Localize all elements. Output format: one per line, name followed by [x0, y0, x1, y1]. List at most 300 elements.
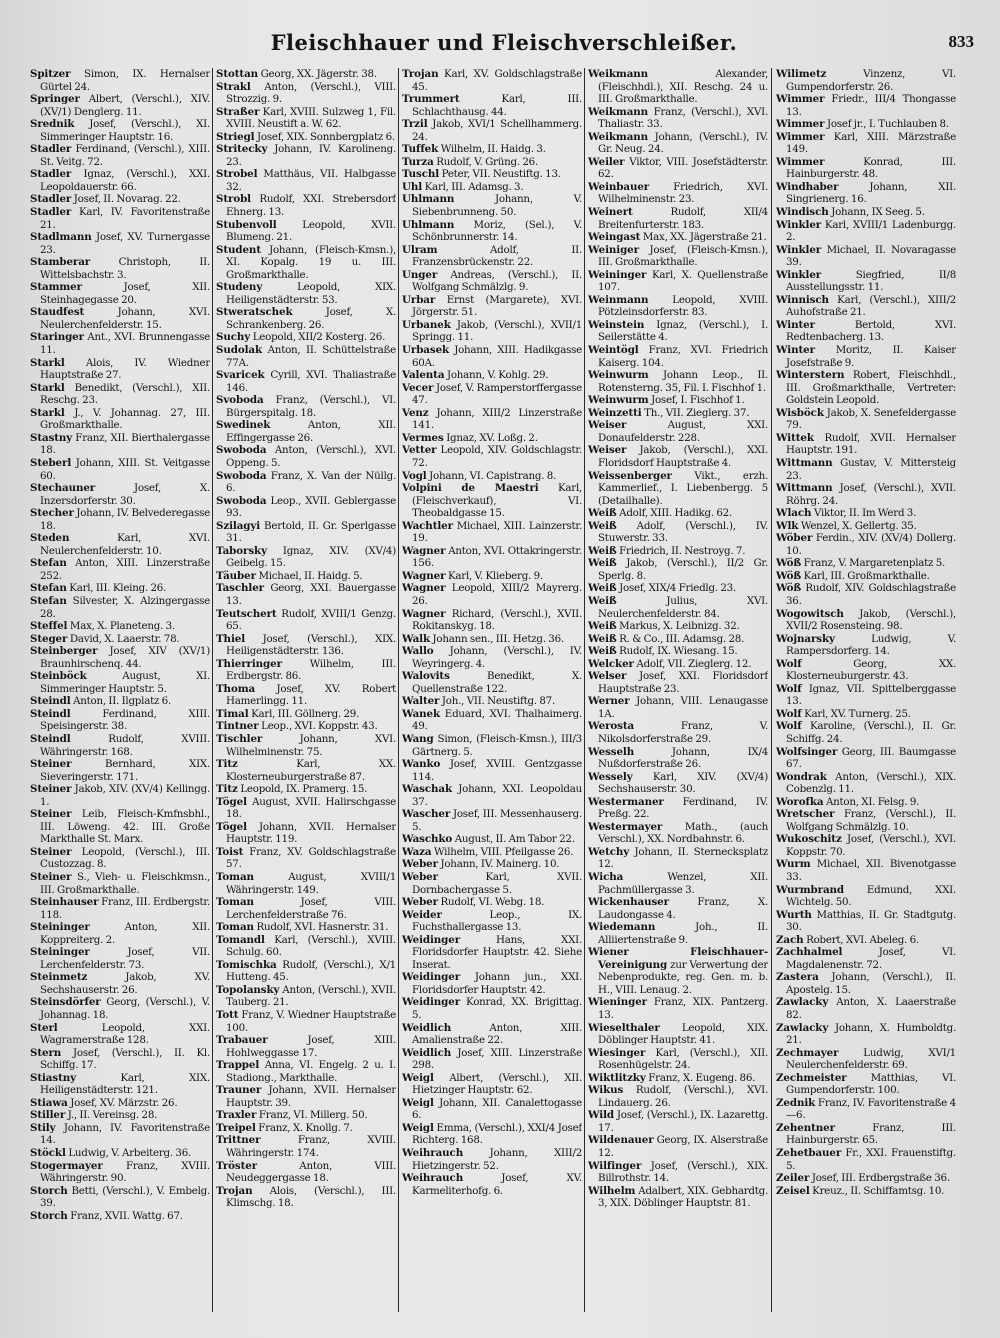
entry-surname: Suchy: [216, 331, 251, 344]
directory-entry: [216, 369, 396, 394]
entry-details: August, XVIII/1 Währingerstr. 149.: [226, 871, 396, 896]
entry-surname: Wurm: [776, 858, 811, 871]
entry-details: Anton, (Verschl.), XVII. Tauberg. 21.: [226, 983, 396, 1009]
entry-surname: Steindl: [30, 695, 71, 708]
entry-details: Anna, VI. Engelg. 2 u. I. Stadiong., Markthalle.: [226, 1059, 396, 1084]
entry-surname: Weinstein: [588, 318, 645, 331]
directory-entry: [30, 118, 210, 143]
entry-details: Rudolf, IX. Wiesang. 15.: [619, 645, 738, 658]
directory-entry: [588, 645, 768, 658]
entry-surname: Welser: [588, 670, 627, 683]
entry-surname: Weiß: [588, 519, 617, 532]
directory-entry: [776, 858, 956, 883]
entry-surname: Stefan: [30, 594, 67, 607]
entry-surname: Zednik: [776, 1096, 816, 1109]
entry-surname: Weihrauch: [402, 1147, 464, 1160]
directory-entry: [30, 645, 210, 670]
entry-details: Johann, VI. Capistrang. 8.: [429, 469, 557, 482]
directory-entry: [216, 846, 396, 871]
entry-details: Johann, V. Siebenbrunneng. 50.: [412, 193, 582, 219]
directory-columns: [30, 68, 982, 1330]
entry-surname: Toman: [216, 896, 254, 909]
entry-surname: Wieninger: [588, 996, 648, 1009]
entry-details: Anton, II. Ilgplatz 6.: [73, 695, 171, 708]
directory-entry: [216, 896, 396, 921]
entry-details: Anton, XII. Koppreiterg. 2.: [40, 921, 210, 946]
entry-details: Josef, (Verschl.), XIX. Heiligenstädterstr. 136.: [226, 632, 396, 658]
entry-details: Eduard, XVI. Thalhaimerg. 49.: [412, 707, 582, 733]
directory-entry: [402, 1097, 582, 1122]
directory-entry: [776, 369, 956, 407]
entry-surname: Treipel: [216, 1121, 256, 1134]
entry-surname: Walk: [402, 632, 430, 645]
entry-surname: Weintögl: [588, 344, 639, 357]
entry-details: Joh., VII. Neustiftg. 87.: [441, 695, 555, 708]
directory-entry: [776, 319, 956, 344]
directory-entry: [30, 670, 210, 695]
entry-details: Franz, X. Eugeng. 86.: [648, 1071, 756, 1084]
entry-details: Leopold, XII/2 Kosterg. 26.: [252, 331, 386, 344]
entry-surname: Straßer: [216, 105, 260, 118]
entry-surname: Urbar: [402, 293, 436, 306]
entry-surname: Winter: [776, 318, 815, 331]
directory-entry: [588, 946, 768, 996]
entry-surname: Wöß: [776, 557, 802, 570]
directory-entry: [588, 156, 768, 181]
entry-details: Franz, XIX. Pantzerg. 13.: [598, 996, 768, 1022]
directory-entry: [216, 131, 396, 144]
entry-surname: Weiß: [588, 594, 617, 607]
directory-entry: [216, 720, 396, 733]
entry-details: Franz, XII. Bierthalergasse 18.: [40, 431, 210, 457]
directory-entry: [30, 996, 210, 1021]
entry-surname: Weiß: [588, 544, 617, 557]
directory-entry: [402, 896, 582, 909]
entry-details: Simon, (Fleisch-Kmsn.), III/3 Gärtnerg. 5.: [412, 732, 582, 758]
directory-entry: [216, 1059, 396, 1084]
directory-entry: [30, 1185, 210, 1210]
directory-entry: [402, 93, 582, 118]
entry-details: Johann, IV. Karolineng. 23.: [226, 143, 396, 168]
entry-details: Johann jun., XXI. Floridsdorfer Hauptstr. 42.: [412, 971, 582, 996]
entry-details: Viktor, VIII. Josefstädterstr. 62.: [598, 155, 768, 181]
entry-details: Anton, II. Schüttelstraße 77A.: [226, 344, 396, 369]
entry-details: Karl, III. Kleing. 26.: [69, 582, 167, 595]
directory-entry: [588, 1084, 768, 1109]
entry-surname: Timal: [216, 707, 249, 720]
entry-surname: Stiastny: [30, 1071, 76, 1084]
entry-surname: Walter: [402, 695, 440, 708]
entry-surname: Winkler: [776, 268, 822, 281]
entry-details: Jakob, (Verschl.), II/2 Gr. Sperlg. 8.: [598, 557, 768, 582]
entry-details: Josef, XV. Turnergasse 23.: [40, 231, 210, 256]
entry-details: Rudolf, XVIII. Währingerstr. 168.: [40, 732, 210, 758]
entry-surname: Wiesinger: [588, 1046, 646, 1059]
entry-surname: Zach: [776, 933, 804, 946]
entry-details: Josef, I. Fischhof 1.: [651, 394, 745, 407]
entry-surname: Trauner: [216, 1084, 262, 1097]
entry-details: Josef, VI. Magdalenenstr. 72.: [786, 946, 956, 971]
directory-entry: [216, 1109, 396, 1122]
entry-surname: Weiler: [588, 155, 625, 168]
entry-details: Ludwig, XVI/1 Neulerchenfelderstr. 69.: [786, 1046, 956, 1072]
directory-entry: [402, 444, 582, 469]
entry-surname: Valenta: [402, 369, 445, 382]
entry-surname: Wisböck: [776, 406, 824, 419]
entry-details: Cyrill, XVI. Thaliastraße 146.: [226, 369, 396, 394]
entry-details: Josef, (Verschl.), II. Kl. Schiffg. 17.: [40, 1046, 210, 1072]
directory-entry: [30, 256, 210, 281]
directory-entry: [216, 796, 396, 821]
entry-details: Karl, III. Adamsg. 3.: [424, 180, 524, 193]
directory-entry: [776, 746, 956, 771]
directory-entry: [402, 520, 582, 545]
entry-surname: Steindl: [30, 707, 71, 720]
entry-details: Anton, VIII. Neudeggergasse 18.: [226, 1159, 396, 1185]
entry-surname: Svoboda: [216, 394, 264, 407]
entry-surname: Steinböck: [30, 670, 87, 683]
entry-surname: Titz: [216, 758, 238, 771]
directory-entry: [30, 871, 210, 896]
entry-surname: Sterl: [30, 1021, 58, 1034]
entry-details: Joh., II. Alliiertenstraße 9.: [598, 921, 768, 946]
entry-details: Th., VII. Zieglerg. 37.: [644, 406, 750, 419]
entry-surname: Tomandl: [216, 933, 265, 946]
directory-entry: [776, 507, 956, 520]
directory-entry: [30, 68, 210, 93]
directory-column: [776, 68, 956, 1330]
directory-entry: [30, 193, 210, 206]
entry-surname: Tröster: [216, 1159, 258, 1172]
entry-details: Johann, IV. Mainerg. 10.: [440, 858, 560, 871]
entry-details: Franz, XVIII. Währingerstr. 174.: [226, 1134, 396, 1160]
entry-surname: Trojan: [402, 68, 439, 80]
entry-details: Josef, XIV (XV/1) Braunhirschenq. 44.: [40, 645, 210, 670]
entry-surname: Wild: [588, 1109, 615, 1122]
entry-details: Siegfried, II/8 Ausstellungsstr. 11.: [786, 268, 956, 294]
entry-details: Friedrich, XVI. Wilhelminenstr. 23.: [598, 180, 768, 206]
entry-details: Anton, (Verschl.), VIII. Strozzig. 9.: [226, 80, 396, 106]
directory-entry: [776, 219, 956, 244]
entry-surname: Stammer: [30, 281, 82, 294]
directory-entry: [402, 608, 582, 633]
entry-details: Johann, (Verschl.), IV. Weyringerg. 4.: [412, 645, 582, 670]
directory-entry: [776, 93, 956, 118]
entry-details: Johann, (Verschl.), IV. Gr. Neug. 24.: [598, 130, 768, 156]
entry-details: Ferdinand, XIII. Speisingerstr. 38.: [40, 707, 210, 733]
entry-surname: Weber: [402, 896, 438, 909]
entry-details: Johann, XIII. St. Veitgasse 60.: [40, 456, 210, 482]
directory-entry: [30, 1072, 210, 1097]
directory-entry: [216, 1185, 396, 1210]
entry-details: Johann, XIII/2 Linzerstraße 141.: [412, 406, 582, 432]
directory-entry: [216, 1160, 396, 1185]
directory-entry: [30, 846, 210, 871]
entry-surname: Venz: [402, 406, 429, 419]
directory-entry: [776, 658, 956, 683]
entry-details: Johann, XIII/2 Hietzingerstr. 52.: [412, 1147, 582, 1172]
entry-details: Leib, Fleisch-Kmfnsbhl., III. Löweng. 42. III. Große Markthalle St. Marx.: [40, 808, 210, 846]
entry-surname: Vogl: [402, 469, 427, 482]
directory-entry: [402, 181, 582, 194]
entry-surname: Winkler: [776, 243, 822, 256]
entry-details: R. & Co., III. Adamsg. 28.: [619, 632, 745, 645]
entry-surname: Stefan: [30, 557, 67, 570]
directory-entry: [216, 81, 396, 106]
directory-entry: [588, 419, 768, 444]
directory-entry: [30, 695, 210, 708]
entry-details: Konrad, XX. Brigittag. 5.: [412, 996, 582, 1022]
directory-entry: [216, 68, 396, 81]
directory-entry: [588, 545, 768, 558]
directory-entry: [588, 1109, 768, 1134]
directory-entry: [30, 595, 210, 620]
directory-entry: [216, 244, 396, 282]
entry-surname: Tuschl: [402, 168, 440, 181]
entry-details: Peter, VII. Neustiftg. 13.: [441, 168, 561, 181]
entry-surname: Srednik: [30, 118, 75, 131]
entry-surname: Stiawa: [30, 1096, 68, 1109]
directory-entry: [776, 1122, 956, 1147]
entry-surname: Trzil: [402, 118, 428, 131]
entry-surname: Weikmann: [588, 68, 649, 80]
directory-entry: [402, 369, 582, 382]
entry-surname: Zechmeister: [776, 1071, 847, 1084]
directory-entry: [30, 331, 210, 356]
entry-surname: Swoboda: [216, 494, 267, 507]
entry-details: Georg, III. Baumgasse 67.: [786, 745, 956, 771]
entry-surname: Strakl: [216, 80, 251, 93]
entry-surname: Tomischka: [216, 958, 277, 971]
entry-surname: Storch: [30, 1184, 68, 1197]
entry-surname: Weiß: [588, 632, 617, 645]
directory-entry: [588, 846, 768, 871]
entry-surname: Stechauner: [30, 482, 96, 495]
directory-entry: [216, 545, 396, 570]
directory-entry: [216, 306, 396, 331]
directory-entry: [588, 633, 768, 646]
entry-surname: Steiner: [30, 808, 72, 821]
entry-surname: Weber: [402, 871, 438, 883]
entry-surname: Waschko: [402, 833, 453, 846]
entry-surname: Weinzetti: [588, 406, 642, 419]
directory-entry: [216, 921, 396, 934]
entry-surname: Steden: [30, 532, 70, 545]
entry-details: Karl, XV. Turnerg. 25.: [804, 707, 911, 720]
directory-entry: [402, 570, 582, 583]
directory-entry: [402, 470, 582, 483]
entry-details: Josef, XV. Märzstr. 26.: [70, 1096, 178, 1109]
entry-surname: Wurmbrand: [776, 883, 845, 896]
entry-details: Ludwig, V. Rampersdorferg. 14.: [786, 632, 956, 658]
directory-entry: [30, 306, 210, 331]
directory-entry: [402, 143, 582, 156]
directory-entry: [776, 457, 956, 482]
entry-details: Jakob, X. Senefeldergasse 79.: [786, 406, 956, 432]
directory-entry: [588, 470, 768, 508]
directory-entry: [776, 1147, 956, 1172]
entry-details: Rudolf, (Verschl.), X/1 Hutteng. 45.: [226, 958, 396, 984]
entry-details: Johann, XII. Canalettogasse 6.: [412, 1096, 582, 1122]
directory-entry: [216, 520, 396, 545]
directory-entry: [776, 432, 956, 457]
entry-details: Julius, XVI. Neulerchenfelderstr. 84.: [598, 594, 768, 620]
entry-surname: Starkl: [30, 356, 65, 369]
entry-details: Edmund, XXI. Wichtelg. 50.: [786, 883, 956, 909]
entry-details: Ignaz, XV. Loßg. 2.: [446, 431, 538, 444]
directory-entry: [216, 143, 396, 168]
entry-surname: Thoma: [216, 682, 256, 695]
entry-surname: Stadlmann: [30, 231, 92, 244]
entry-details: Konrad, III. Hainburgerstr. 48.: [786, 155, 956, 181]
entry-surname: Stritecky: [216, 143, 268, 156]
directory-entry: [402, 909, 582, 934]
entry-details: Franz, V. Margaretenplatz 5.: [803, 557, 946, 570]
directory-entry: [216, 708, 396, 721]
entry-surname: Wang: [402, 732, 434, 745]
entry-surname: Steinsdörfer: [30, 996, 101, 1009]
entry-details: Anton, XI. Felsg. 9.: [825, 795, 920, 808]
entry-details: Josef, XIX. Sonnbergplatz 6.: [257, 130, 395, 143]
entry-details: Leopold, XVIII. Pötzleinsdorferstr. 83.: [598, 293, 768, 319]
entry-surname: Trittner: [216, 1134, 261, 1147]
entry-details: Johann, X. Humboldtg. 21.: [786, 1021, 956, 1047]
entry-surname: Steberl: [30, 456, 72, 469]
directory-entry: [588, 231, 768, 244]
entry-details: Karl, (Verschl.), XVIII. Schulg. 60.: [226, 933, 396, 959]
entry-surname: Waza: [402, 845, 432, 858]
entry-details: Johann, XVI. Wilhelminenstr. 75.: [226, 732, 396, 758]
entry-surname: Wlk: [776, 519, 799, 532]
directory-entry: [776, 269, 956, 294]
entry-surname: Weigl: [402, 1096, 434, 1109]
directory-entry: [402, 1122, 582, 1147]
directory-entry: [402, 733, 582, 758]
directory-entry: [776, 833, 956, 858]
entry-details: Karl, X. Quellenstraße 107.: [598, 268, 768, 294]
entry-details: Johann, (Verschl.), II. Apostelg. 15.: [786, 971, 956, 996]
entry-surname: Windisch: [776, 206, 829, 219]
entry-details: Karl, (Fleischverkauf), VI. Theobaldgasse 15.: [412, 482, 582, 520]
entry-details: Hans, XXI. Floridsdorfer Hauptstr. 42. Siehe Inserat.: [412, 933, 582, 971]
directory-entry: [216, 1009, 396, 1034]
entry-details: Michael, XIII. Lainzerstr. 19.: [412, 519, 582, 545]
directory-entry: [216, 281, 396, 306]
entry-details: Josef, VIII. Lerchenfelderstraße 76.: [226, 896, 396, 921]
directory-entry: [588, 344, 768, 369]
entry-details: Friedr., III/4 Thongasse 13.: [786, 93, 956, 118]
directory-entry: [402, 758, 582, 783]
directory-entry: [588, 206, 768, 231]
entry-surname: Tögel: [216, 795, 247, 808]
entry-surname: Toman: [216, 921, 254, 934]
entry-surname: Wondrak: [776, 770, 827, 783]
directory-entry: [776, 118, 956, 131]
directory-entry: [30, 1210, 210, 1223]
entry-details: Ignaz, VII. Spittelberggasse 13.: [786, 682, 956, 708]
directory-entry: [30, 143, 210, 168]
entry-surname: Wimmer: [776, 118, 825, 131]
entry-surname: Thiel: [216, 632, 246, 645]
entry-details: J., II. Vereinsg. 28.: [67, 1109, 158, 1122]
entry-details: Leopold, (Verschl.), III. Custozzag. 8.: [40, 845, 210, 871]
entry-details: Karl, III. Göllnerg. 29.: [251, 707, 360, 720]
entry-surname: Weiß: [588, 557, 617, 570]
directory-entry: [776, 407, 956, 432]
directory-entry: [216, 394, 396, 419]
entry-details: Robert, Fleischhdl., III. Großmarkthalle, Vertreter: Goldstein Leopold.: [786, 369, 956, 407]
entry-details: Josef, XIII. Hohlweggasse 17.: [226, 1034, 396, 1059]
entry-surname: Wikus: [588, 1084, 624, 1097]
directory-entry: [216, 608, 396, 633]
entry-surname: Steiner: [30, 758, 72, 771]
directory-entry: [216, 1134, 396, 1159]
entry-details: Adalbert, XIX. Gebhardtg. 3, XIX. Döblinger Hauptstr. 81.: [598, 1184, 768, 1210]
directory-entry: [216, 871, 396, 896]
directory-entry: [30, 482, 210, 507]
entry-surname: Westermaner: [588, 795, 664, 808]
entry-surname: Titz: [216, 783, 238, 796]
entry-details: Matthäus, VII. Halbgasse 32.: [226, 168, 396, 193]
entry-details: Viktor, II. Im Werd 3.: [813, 507, 917, 520]
entry-surname: Wetchy: [588, 845, 630, 858]
entry-surname: Tintner: [216, 720, 259, 733]
directory-entry: [588, 1022, 768, 1047]
entry-surname: Wolf: [776, 707, 802, 720]
directory-entry: [588, 507, 768, 520]
directory-entry: [776, 708, 956, 721]
directory-entry: [402, 1047, 582, 1072]
entry-details: Markus, X. Leibnizg. 32.: [619, 620, 740, 633]
entry-details: Ferdinand, (Verschl.), XIII. St. Veitg. 72.: [40, 143, 210, 168]
entry-surname: Weiß: [588, 582, 617, 595]
entry-details: S., Vieh- u. Fleischkmsn., III. Großmarkthalle.: [40, 871, 210, 896]
directory-entry: [776, 156, 956, 181]
entry-details: Wilhelm, VIII. Pfeilgasse 26.: [434, 845, 574, 858]
entry-details: Max, X. Planeteng. 3.: [69, 620, 175, 633]
entry-surname: Weininger: [588, 268, 647, 281]
entry-details: Karl, III. Schlachthausg. 44.: [412, 93, 582, 118]
entry-surname: Wittek: [776, 431, 814, 444]
directory-entry: [402, 319, 582, 344]
entry-details: Bertold, II. Gr. Sperlgasse 31.: [226, 519, 396, 545]
directory-entry: [776, 206, 956, 219]
directory-entry: [30, 896, 210, 921]
entry-surname: Wilhelm: [588, 1184, 636, 1197]
directory-entry: [30, 971, 210, 996]
directory-entry: [776, 294, 956, 319]
directory-entry: [588, 106, 768, 131]
directory-entry: [588, 670, 768, 695]
entry-surname: Wolf: [776, 682, 802, 695]
entry-details: Josef, (Verschl.), XI. Simmeringer Hauptstr. 16.: [40, 118, 210, 143]
entry-surname: Wolf: [776, 720, 802, 733]
directory-entry: [776, 582, 956, 607]
directory-entry: [30, 783, 210, 808]
entry-details: Alois, (Verschl.), III. Klimschg. 18.: [226, 1184, 396, 1210]
entry-details: Leopold, XIII/2 Mayrerg. 26.: [412, 582, 582, 607]
directory-entry: [402, 1172, 582, 1197]
directory-entry: [216, 495, 396, 520]
entry-details: Franz, XVII. Wattg. 67.: [70, 1209, 183, 1222]
entry-surname: Stogermayer: [30, 1159, 103, 1172]
entry-surname: Trappel: [216, 1059, 260, 1072]
directory-entry: [402, 833, 582, 846]
entry-details: David, X. Laaerstr. 78.: [69, 632, 180, 645]
entry-surname: Stöckl: [30, 1147, 66, 1160]
directory-entry: [588, 720, 768, 745]
entry-surname: Zehetbauer: [776, 1147, 842, 1160]
